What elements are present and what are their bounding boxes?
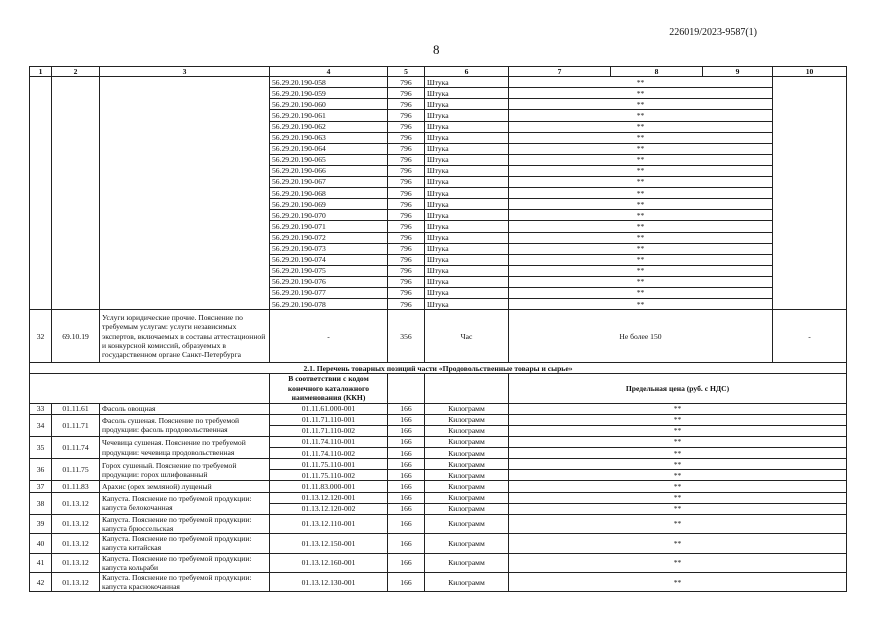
ktru-code-cell: 01.11.83.000-001: [270, 481, 388, 492]
unit-cell: Штука: [425, 210, 509, 221]
item-name-cell: Услуги юридические прочие. Пояснение по требуемым услугам: услуги независимых экспертов, включаемых в составы аттестационной и конкурсной комиссий, образуемых в государственном органе Санкт-Петербурга: [100, 310, 270, 363]
price-cell: **: [509, 121, 773, 132]
okei-code-cell: 796: [388, 188, 425, 199]
item-number-cell: 40: [30, 534, 52, 553]
ktru-code-cell: 01.11.74.110-002: [270, 448, 388, 459]
price-cell: **: [509, 503, 847, 514]
ktru-code-cell: 56.29.20.190-073: [270, 243, 388, 254]
okpd-code-cell: 01.13.12: [52, 492, 100, 514]
price-cell: **: [509, 299, 773, 310]
okpd-code-cell: 01.11.71: [52, 414, 100, 436]
header-cell: 3: [100, 67, 270, 77]
okei-code-cell: 166: [388, 534, 425, 553]
ktru-code-cell: 01.11.75.110-001: [270, 459, 388, 470]
ktru-code-cell: 56.29.20.190-077: [270, 287, 388, 298]
okei-code-cell: 166: [388, 425, 425, 436]
price-table: [29, 66, 847, 592]
okpd-code-cell: 69.10.19: [52, 310, 100, 363]
item-name-cell: Горох сушеный. Пояснение по требуемой продукции: горох шлифованный: [100, 459, 270, 481]
price-cell: **: [509, 210, 773, 221]
item-number-cell: [30, 77, 52, 310]
unit-cell: Килограмм: [425, 403, 509, 414]
table-row: [30, 310, 847, 363]
price-cell: **: [509, 154, 773, 165]
table-row: [30, 437, 847, 448]
header-cell: 8: [611, 67, 703, 77]
price-cell: **: [509, 254, 773, 265]
table-row: [30, 481, 847, 492]
item-number-cell: 34: [30, 414, 52, 436]
ktru-code-cell: 56.29.20.190-068: [270, 188, 388, 199]
item-number-cell: 33: [30, 403, 52, 414]
unit-cell: Штука: [425, 221, 509, 232]
price-cell: **: [509, 425, 847, 436]
ktru-code-cell: 56.29.20.190-076: [270, 276, 388, 287]
ktru-code-cell: 56.29.20.190-058: [270, 77, 388, 88]
okpd-code-cell: [52, 77, 100, 310]
unit-cell: Штука: [425, 299, 509, 310]
unit-cell: Час: [425, 310, 509, 363]
unit-cell: Штука: [425, 276, 509, 287]
table-row: [30, 534, 847, 553]
unit-cell: Штука: [425, 199, 509, 210]
item-name-cell: [100, 77, 270, 310]
ktru-code-cell: 56.29.20.190-063: [270, 132, 388, 143]
okei-code-cell: 796: [388, 88, 425, 99]
price-cell: **: [509, 188, 773, 199]
price-cell: **: [509, 553, 847, 572]
okei-code-cell: 796: [388, 254, 425, 265]
unit-cell: Килограмм: [425, 534, 509, 553]
unit-cell: Килограмм: [425, 514, 509, 533]
price-cell: **: [509, 199, 773, 210]
okei-code-cell: 796: [388, 177, 425, 188]
price-cell: **: [509, 514, 847, 533]
table-row: [30, 403, 847, 414]
item-name-cell: Капуста. Пояснение по требуемой продукции: капуста белокочанная: [100, 492, 270, 514]
ktru-code-cell: 01.13.12.130-001: [270, 572, 388, 591]
okei-code-cell: 796: [388, 265, 425, 276]
okpd-code-cell: 01.13.12: [52, 534, 100, 553]
ktru-code-cell: 01.11.75.110-002: [270, 470, 388, 481]
item-name-cell: Капуста. Пояснение по требуемой продукции: капуста китайская: [100, 534, 270, 553]
unit-cell: Килограмм: [425, 553, 509, 572]
table-row: [30, 77, 847, 88]
okei-code-cell: 166: [388, 459, 425, 470]
okei-code-cell: 166: [388, 414, 425, 425]
ktru-code-cell: 56.29.20.190-070: [270, 210, 388, 221]
unit-cell: Штука: [425, 165, 509, 176]
item-number-cell: 35: [30, 437, 52, 459]
ktru-code-cell: 01.13.12.160-001: [270, 553, 388, 572]
okpd-code-cell: 01.11.74: [52, 437, 100, 459]
unit-cell: Штука: [425, 254, 509, 265]
ktru-code-cell: 56.29.20.190-065: [270, 154, 388, 165]
price-cell: **: [509, 88, 773, 99]
okei-code-cell: 796: [388, 287, 425, 298]
ktru-code-cell: 56.29.20.190-078: [270, 299, 388, 310]
unit-cell: Килограмм: [425, 481, 509, 492]
ktru-code-cell: 01.11.74.110-001: [270, 437, 388, 448]
okei-code-cell: 796: [388, 132, 425, 143]
header-cell: 5: [388, 67, 425, 77]
unit-cell: Штука: [425, 110, 509, 121]
price-cell: **: [509, 143, 773, 154]
okpd-code-cell: 01.13.12: [52, 514, 100, 533]
unit-cell: Штука: [425, 132, 509, 143]
price-cell: **: [509, 232, 773, 243]
item-name-cell: Капуста. Пояснение по требуемой продукции: капуста брюссельская: [100, 514, 270, 533]
okei-code-cell: 796: [388, 110, 425, 121]
table-body: [30, 67, 847, 592]
unit-cell: Килограмм: [425, 572, 509, 591]
unit-cell: Штука: [425, 99, 509, 110]
okei-code-cell: 796: [388, 243, 425, 254]
unit-cell: Килограмм: [425, 425, 509, 436]
item-number-cell: 38: [30, 492, 52, 514]
header-cell: 4: [270, 67, 388, 77]
ktru-code-cell: 01.11.71.110-002: [270, 425, 388, 436]
page-number: 8: [433, 42, 440, 57]
ktru-code-cell: 56.29.20.190-067: [270, 177, 388, 188]
okei-code-cell: 796: [388, 299, 425, 310]
unit-cell: Штука: [425, 154, 509, 165]
item-number-cell: 41: [30, 553, 52, 572]
unit-cell: Килограмм: [425, 459, 509, 470]
okei-code-cell: 796: [388, 210, 425, 221]
unit-cell: Штука: [425, 121, 509, 132]
header-cell: 10: [773, 67, 847, 77]
ktru-code-cell: 01.13.12.120-001: [270, 492, 388, 503]
okei-code-cell: 796: [388, 99, 425, 110]
okei-code-cell: 166: [388, 437, 425, 448]
okpd-code-cell: 01.13.12: [52, 572, 100, 591]
ktru-code-cell: 56.29.20.190-075: [270, 265, 388, 276]
okei-code-cell: 166: [388, 572, 425, 591]
unit-cell: Штука: [425, 143, 509, 154]
table-row: [30, 414, 847, 425]
table-row: [30, 514, 847, 533]
item-name-cell: Фасоль сушеная. Пояснение по требуемой продукции: фасоль продовольственная: [100, 414, 270, 436]
ktru-code-cell: 56.29.20.190-060: [270, 99, 388, 110]
okei-code-cell: 166: [388, 492, 425, 503]
price-cell: **: [509, 165, 773, 176]
unit-cell: Штука: [425, 243, 509, 254]
okei-code-cell: 166: [388, 470, 425, 481]
okei-code-cell: 796: [388, 165, 425, 176]
price-cell: **: [509, 110, 773, 121]
unit-cell: Килограмм: [425, 503, 509, 514]
ktru-code-cell: 56.29.20.190-059: [270, 88, 388, 99]
item-number-cell: 39: [30, 514, 52, 533]
okpd-code-cell: 01.11.75: [52, 459, 100, 481]
okpd-code-cell: 01.11.83: [52, 481, 100, 492]
price-cell: **: [509, 481, 847, 492]
okei-code-cell: 796: [388, 276, 425, 287]
okei-code-cell: 166: [388, 553, 425, 572]
header-cell: 1: [30, 67, 52, 77]
unit-cell: Килограмм: [425, 437, 509, 448]
unit-cell: Килограмм: [425, 492, 509, 503]
okei-code-cell: 356: [388, 310, 425, 363]
ktru-code-cell: 56.29.20.190-071: [270, 221, 388, 232]
item-number-cell: 36: [30, 459, 52, 481]
header-cell: 7: [509, 67, 611, 77]
ktru-code-cell: -: [270, 310, 388, 363]
blank-cell: [30, 374, 270, 404]
ktru-code-cell: 01.13.12.150-001: [270, 534, 388, 553]
price-cell: **: [509, 243, 773, 254]
price-cell: **: [509, 437, 847, 448]
item-name-cell: Капуста. Пояснение по требуемой продукции: капуста кольраби: [100, 553, 270, 572]
header-cell: 6: [425, 67, 509, 77]
price-cell: **: [509, 177, 773, 188]
subheader-row: [30, 374, 847, 404]
price-cell: **: [509, 534, 847, 553]
okei-code-cell: 166: [388, 514, 425, 533]
unit-cell: Штука: [425, 177, 509, 188]
table-row: [30, 553, 847, 572]
ktru-code-cell: 56.29.20.190-069: [270, 199, 388, 210]
okpd-code-cell: 01.11.61: [52, 403, 100, 414]
ktru-code-cell: 01.13.12.110-001: [270, 514, 388, 533]
okei-code-cell: 796: [388, 221, 425, 232]
price-cell: **: [509, 414, 847, 425]
blank-cell: [388, 374, 425, 404]
blank-cell: [425, 374, 509, 404]
unit-cell: Килограмм: [425, 470, 509, 481]
unit-cell: Штука: [425, 232, 509, 243]
table-row: [30, 492, 847, 503]
price-cell: **: [509, 99, 773, 110]
price-cell: **: [509, 221, 773, 232]
okei-code-cell: 166: [388, 503, 425, 514]
okei-code-cell: 166: [388, 448, 425, 459]
price-cell: **: [509, 265, 773, 276]
okpd-code-cell: 01.13.12: [52, 553, 100, 572]
ktru-code-cell: 56.29.20.190-072: [270, 232, 388, 243]
section-title: 2.1. Перечень товарных позиций части «Продовольственные товары и сырье»: [30, 363, 847, 374]
price-cell: **: [509, 448, 847, 459]
unit-cell: Штука: [425, 287, 509, 298]
item-number-cell: 37: [30, 481, 52, 492]
document-number: 226019/2023-9587(1): [669, 27, 757, 38]
price-cell: **: [509, 572, 847, 591]
okei-code-cell: 166: [388, 481, 425, 492]
ktru-code-cell: 56.29.20.190-064: [270, 143, 388, 154]
price-cell: **: [509, 470, 847, 481]
price-cell: Не более 150: [509, 310, 773, 363]
header-row: [30, 67, 847, 77]
item-name-cell: Фасоль овощная: [100, 403, 270, 414]
unit-cell: Штука: [425, 88, 509, 99]
price-cell: **: [509, 77, 773, 88]
item-name-cell: Арахис (орех земляной) лущеный: [100, 481, 270, 492]
price-header: Предельная цена (руб. с НДС): [509, 374, 847, 404]
ktru-header: В соответствии с кодом конечного каталожного наименования (ККН): [270, 374, 388, 404]
header-cell: 2: [52, 67, 100, 77]
item-number-cell: 42: [30, 572, 52, 591]
unit-cell: Штука: [425, 188, 509, 199]
unit-cell: Штука: [425, 77, 509, 88]
unit-cell: Килограмм: [425, 448, 509, 459]
price-cell: **: [509, 287, 773, 298]
ktru-code-cell: 01.11.71.110-001: [270, 414, 388, 425]
item-name-cell: Капуста. Пояснение по требуемой продукции: капуста краснокочанная: [100, 572, 270, 591]
unit-cell: Штука: [425, 265, 509, 276]
price-cell: **: [509, 132, 773, 143]
item-number-cell: 32: [30, 310, 52, 363]
price-cell: **: [509, 492, 847, 503]
price-cell: **: [509, 459, 847, 470]
ktru-code-cell: 56.29.20.190-062: [270, 121, 388, 132]
item-name-cell: Чечевица сушеная. Пояснение по требуемой продукции: чечевица продовольственная: [100, 437, 270, 459]
ktru-code-cell: 56.29.20.190-066: [270, 165, 388, 176]
price-cell: **: [509, 403, 847, 414]
col10-cell: [773, 77, 847, 310]
ktru-code-cell: 56.29.20.190-074: [270, 254, 388, 265]
okei-code-cell: 796: [388, 121, 425, 132]
unit-cell: Килограмм: [425, 414, 509, 425]
okei-code-cell: 796: [388, 232, 425, 243]
okei-code-cell: 796: [388, 143, 425, 154]
ktru-code-cell: 01.11.61.000-001: [270, 403, 388, 414]
okei-code-cell: 796: [388, 77, 425, 88]
okei-code-cell: 166: [388, 403, 425, 414]
ktru-code-cell: 56.29.20.190-061: [270, 110, 388, 121]
header-cell: 9: [703, 67, 773, 77]
okei-code-cell: 796: [388, 199, 425, 210]
table-row: [30, 572, 847, 591]
price-cell: **: [509, 276, 773, 287]
okei-code-cell: 796: [388, 154, 425, 165]
ktru-code-cell: 01.13.12.120-002: [270, 503, 388, 514]
section-row: [30, 363, 847, 374]
table-row: [30, 459, 847, 470]
col10-cell: -: [773, 310, 847, 363]
